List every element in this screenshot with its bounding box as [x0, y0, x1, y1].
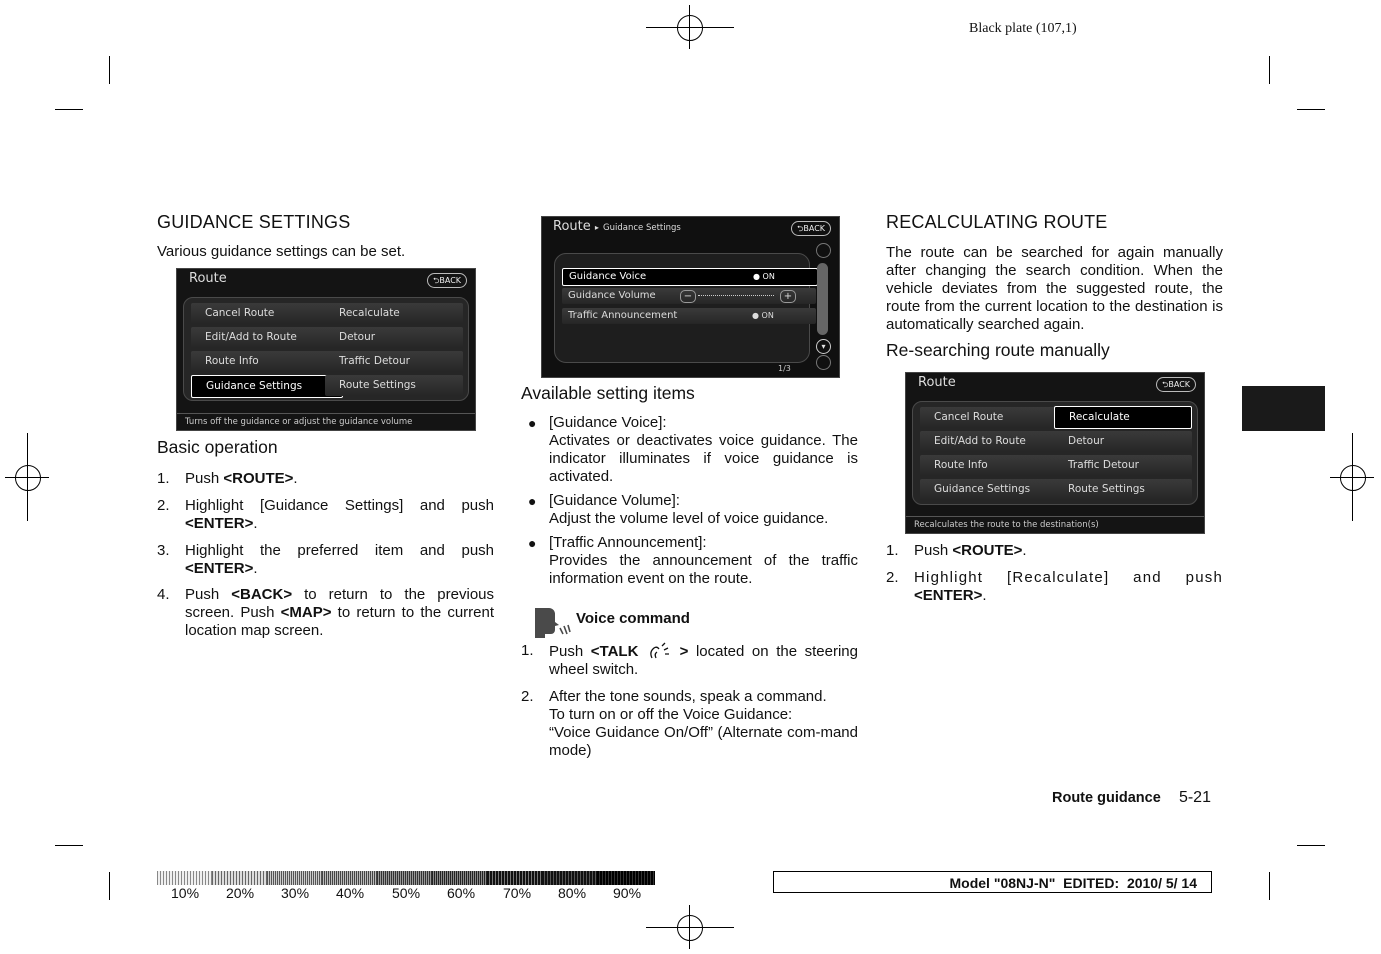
screen-title: Route	[189, 271, 227, 286]
indicator-on: ● ON	[752, 311, 774, 320]
back-arrow-icon: ⮌	[432, 276, 440, 285]
list-item: 2. After the tone sounds, speak a command. To turn on or off the Voice Guidance: “Voice Guidance On/Off” (Alternate com-mand mode)	[521, 688, 858, 759]
percent-label: 10%	[171, 885, 200, 901]
setting-guidance-volume[interactable]: Guidance Volume − +	[562, 288, 816, 304]
status-line: Recalculates the route to the destination(s)	[906, 516, 1204, 533]
percent-label: 50%	[392, 885, 421, 901]
percent-label: 30%	[281, 885, 310, 901]
percent-label: 90%	[613, 885, 642, 901]
subheading-basic-operation: Basic operation	[157, 437, 278, 457]
section-heading-guidance-settings: GUIDANCE SETTINGS	[157, 212, 351, 232]
back-button[interactable]: ⮌BACK	[427, 273, 467, 288]
volume-minus-button[interactable]: −	[680, 290, 696, 303]
indicator-on: ● ON	[753, 272, 775, 281]
menu-item-cancel-route[interactable]: Cancel Route	[191, 303, 343, 324]
scroll-track[interactable]	[817, 263, 828, 335]
percent-label: 20%	[226, 885, 255, 901]
back-arrow-icon: ⮌	[796, 224, 804, 233]
chapter-tab	[1242, 386, 1325, 431]
back-button[interactable]: ⮌BACK	[791, 221, 831, 236]
list-item: 4. Push <BACK> to return to the previous screen. Push <MAP> to return to the current location map screen.	[157, 586, 495, 639]
page-number: 5-21	[1178, 789, 1211, 806]
recalc-steps-list	[886, 542, 1223, 613]
menu-item-detour[interactable]: Detour	[1054, 431, 1192, 452]
setting-guidance-voice[interactable]: Guidance Voice ● ON	[562, 268, 818, 286]
scroll-down-icon[interactable]: ▾	[816, 339, 831, 354]
page-footer	[1052, 789, 1211, 807]
menu-item-route-info[interactable]: Route Info	[920, 455, 1072, 476]
bullet-icon: ●	[528, 493, 537, 509]
intro-text: Various guidance settings can be set.	[157, 243, 406, 260]
status-line: Turns off the guidance or adjust the guidance volume	[177, 413, 475, 430]
page-indicator: 1/3	[778, 364, 791, 373]
settings-bullet-list	[521, 414, 858, 594]
guidance-settings-screen	[541, 216, 840, 378]
scrollbar[interactable]	[815, 243, 831, 369]
menu-item-edit-add-route[interactable]: Edit/Add to Route	[191, 327, 343, 348]
percent-label: 80%	[558, 885, 587, 901]
menu-item-cancel-route[interactable]: Cancel Route	[920, 407, 1072, 428]
basic-steps-list	[157, 470, 494, 648]
back-arrow-icon: ⮌	[1161, 380, 1169, 389]
volume-slider[interactable]	[698, 295, 774, 297]
section-heading-recalculating-route: RECALCULATING ROUTE	[886, 212, 1108, 232]
list-item: 1. Push <TALK > located on the steering wheel switch.	[521, 642, 858, 678]
screen-title: Route	[918, 375, 956, 390]
menu-item-guidance-settings[interactable]: Guidance Settings	[920, 479, 1072, 500]
list-item: 1. Push <ROUTE>.	[886, 542, 1027, 559]
scroll-bottom-icon[interactable]	[816, 355, 831, 370]
subheading-re-searching: Re-searching route manually	[886, 340, 1110, 360]
footer-section-title: Route guidance	[1052, 790, 1161, 806]
bullet-icon: ●	[528, 535, 537, 551]
plate-label: Black plate (107,1)	[969, 21, 1077, 36]
route-menu-screen-recalculate	[905, 372, 1205, 534]
menu-item-edit-add-route[interactable]: Edit/Add to Route	[920, 431, 1072, 452]
recalculating-intro: The route can be searched for again manually after changing the search condition. When the vehicle deviates from the suggested route, the route from the current location to the destination is automatically searched again.	[886, 244, 1223, 333]
percent-label: 70%	[503, 885, 532, 901]
list-item: 2. Highlight [Recalculate] and push <ENTER>.	[886, 569, 1223, 604]
menu-item-traffic-detour[interactable]: Traffic Detour	[1054, 455, 1192, 476]
list-item: ● [Traffic Announcement]: Provides the announcement of the traffic information event on the route.	[528, 534, 858, 587]
route-menu-screen	[176, 268, 476, 431]
breadcrumb: Guidance Settings	[603, 223, 681, 233]
list-item: 1. Push <ROUTE>.	[157, 470, 298, 487]
volume-plus-button[interactable]: +	[780, 290, 796, 303]
list-item: ● [Guidance Volume]: Adjust the volume level of voice guidance.	[528, 492, 829, 527]
percent-label: 60%	[447, 885, 476, 901]
indicator-dot-icon: ●	[753, 272, 760, 281]
menu-item-route-settings[interactable]: Route Settings	[1054, 479, 1192, 500]
menu-item-traffic-detour[interactable]: Traffic Detour	[325, 351, 463, 372]
percent-label: 40%	[336, 885, 365, 901]
breadcrumb-arrow-icon: ▸	[594, 223, 599, 232]
subheading-available-items: Available setting items	[521, 383, 695, 403]
talk-switch-icon	[646, 642, 672, 658]
voice-command-heading: Voice command	[576, 610, 690, 627]
setting-traffic-announcement[interactable]: Traffic Announcement ● ON	[562, 308, 816, 324]
scroll-up-icon[interactable]	[816, 243, 831, 258]
list-item: 3. Highlight the preferred item and push <ENTER>.	[157, 542, 494, 577]
bullet-icon: ●	[528, 415, 537, 431]
list-item: 2. Highlight [Guidance Settings] and push <ENTER>.	[157, 497, 494, 532]
back-button[interactable]: ⮌BACK	[1156, 377, 1196, 392]
menu-item-route-info[interactable]: Route Info	[191, 351, 343, 372]
menu-item-recalculate[interactable]: Recalculate	[1054, 406, 1192, 429]
indicator-dot-icon: ●	[752, 311, 759, 320]
list-item: ● [Guidance Voice]: Activates or deactivates voice guidance. The indicator illuminates if voice guidance is activated.	[528, 414, 858, 485]
model-edited-box: Model "08NJ-N" EDITED: 2010/ 5/ 14	[773, 871, 1212, 893]
menu-item-detour[interactable]: Detour	[325, 327, 463, 348]
menu-item-guidance-settings[interactable]: Guidance Settings	[191, 375, 343, 398]
voice-command-icon	[531, 606, 571, 638]
screen-title: Route	[553, 219, 591, 234]
menu-item-recalculate[interactable]: Recalculate	[325, 303, 463, 324]
voice-steps-list	[521, 642, 858, 768]
menu-item-route-settings[interactable]: Route Settings	[325, 375, 463, 396]
